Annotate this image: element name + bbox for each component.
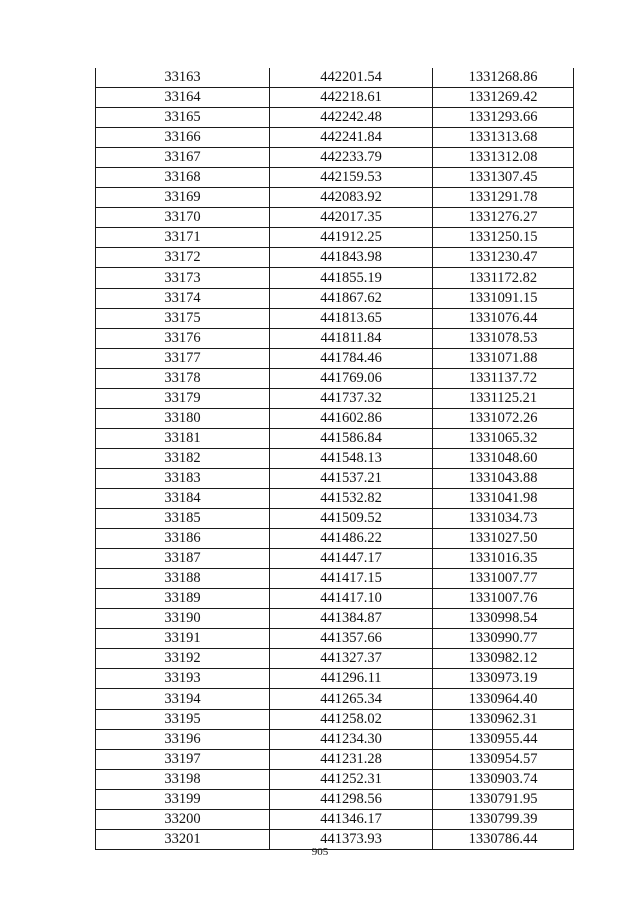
point-number-cell: 33177 [96, 348, 270, 368]
point-number-cell: 33171 [96, 228, 270, 248]
y-coordinate-cell: 1331065.32 [433, 428, 574, 448]
table-row [96, 468, 574, 488]
x-coordinate-cell: 441843.98 [270, 248, 433, 268]
table-row [96, 609, 574, 629]
point-number-cell: 33190 [96, 609, 270, 629]
table-row [96, 368, 574, 388]
y-coordinate-cell: 1331091.15 [433, 288, 574, 308]
y-coordinate-cell: 1331125.21 [433, 388, 574, 408]
table-row [96, 408, 574, 428]
y-coordinate-cell: 1331034.73 [433, 509, 574, 529]
table-row [96, 789, 574, 809]
point-number-cell: 33180 [96, 408, 270, 428]
x-coordinate-cell: 441417.10 [270, 589, 433, 609]
y-coordinate-cell: 1330990.77 [433, 629, 574, 649]
y-coordinate-cell: 1331312.08 [433, 148, 574, 168]
table-row [96, 669, 574, 689]
y-coordinate-cell: 1330791.95 [433, 789, 574, 809]
point-number-cell: 33165 [96, 108, 270, 128]
table-row [96, 809, 574, 829]
point-number-cell: 33193 [96, 669, 270, 689]
table-row [96, 208, 574, 228]
x-coordinate-cell: 441258.02 [270, 709, 433, 729]
y-coordinate-cell: 1331293.66 [433, 108, 574, 128]
x-coordinate-cell: 441602.86 [270, 408, 433, 428]
y-coordinate-cell: 1331291.78 [433, 188, 574, 208]
point-number-cell: 33166 [96, 128, 270, 148]
y-coordinate-cell: 1331016.35 [433, 549, 574, 569]
table-row [96, 428, 574, 448]
table-row [96, 509, 574, 529]
point-number-cell: 33181 [96, 428, 270, 448]
x-coordinate-cell: 441509.52 [270, 509, 433, 529]
x-coordinate-cell: 441811.84 [270, 328, 433, 348]
x-coordinate-cell: 441912.25 [270, 228, 433, 248]
point-number-cell: 33168 [96, 168, 270, 188]
x-coordinate-cell: 442233.79 [270, 148, 433, 168]
table-row [96, 549, 574, 569]
y-coordinate-cell: 1330973.19 [433, 669, 574, 689]
y-coordinate-cell: 1331276.27 [433, 208, 574, 228]
table-row [96, 228, 574, 248]
x-coordinate-cell: 441537.21 [270, 468, 433, 488]
point-number-cell: 33172 [96, 248, 270, 268]
x-coordinate-cell: 441813.65 [270, 308, 433, 328]
table-row [96, 749, 574, 769]
page-number: 905 [311, 846, 329, 858]
table-row [96, 348, 574, 368]
point-number-cell: 33179 [96, 388, 270, 408]
x-coordinate-cell: 441234.30 [270, 729, 433, 749]
x-coordinate-cell: 441384.87 [270, 609, 433, 629]
y-coordinate-cell: 1331268.86 [433, 68, 574, 88]
x-coordinate-cell: 441548.13 [270, 448, 433, 468]
table-row [96, 308, 574, 328]
x-coordinate-cell: 441265.34 [270, 689, 433, 709]
y-coordinate-cell: 1330982.12 [433, 649, 574, 669]
y-coordinate-cell: 1331269.42 [433, 88, 574, 108]
y-coordinate-cell: 1331071.88 [433, 348, 574, 368]
x-coordinate-cell: 441357.66 [270, 629, 433, 649]
x-coordinate-cell: 441252.31 [270, 769, 433, 789]
point-number-cell: 33187 [96, 549, 270, 569]
table-row [96, 328, 574, 348]
table-row [96, 769, 574, 789]
point-number-cell: 33163 [96, 68, 270, 88]
x-coordinate-cell: 442218.61 [270, 88, 433, 108]
point-number-cell: 33192 [96, 649, 270, 669]
table-row [96, 448, 574, 468]
x-coordinate-cell: 441784.46 [270, 348, 433, 368]
x-coordinate-cell: 441737.32 [270, 388, 433, 408]
point-number-cell: 33189 [96, 589, 270, 609]
table-row [96, 248, 574, 268]
point-number-cell: 33167 [96, 148, 270, 168]
table-row [96, 709, 574, 729]
y-coordinate-cell: 1331007.77 [433, 569, 574, 589]
y-coordinate-cell: 1331043.88 [433, 468, 574, 488]
point-number-cell: 33186 [96, 529, 270, 549]
table-row [96, 649, 574, 669]
x-coordinate-cell: 441532.82 [270, 488, 433, 508]
x-coordinate-cell: 441769.06 [270, 368, 433, 388]
table-row [96, 68, 574, 88]
x-coordinate-cell: 441296.11 [270, 669, 433, 689]
coordinate-table [95, 68, 574, 850]
x-coordinate-cell: 442017.35 [270, 208, 433, 228]
table-row [96, 729, 574, 749]
y-coordinate-cell: 1330954.57 [433, 749, 574, 769]
point-number-cell: 33184 [96, 488, 270, 508]
point-number-cell: 33188 [96, 569, 270, 589]
x-coordinate-cell: 441855.19 [270, 268, 433, 288]
point-number-cell: 33194 [96, 689, 270, 709]
y-coordinate-cell: 1331078.53 [433, 328, 574, 348]
point-number-cell: 33197 [96, 749, 270, 769]
y-coordinate-cell: 1331007.76 [433, 589, 574, 609]
y-coordinate-cell: 1331048.60 [433, 448, 574, 468]
y-coordinate-cell: 1330955.44 [433, 729, 574, 749]
y-coordinate-cell: 1331027.50 [433, 529, 574, 549]
table-row [96, 689, 574, 709]
y-coordinate-cell: 1331313.68 [433, 128, 574, 148]
table-row [96, 629, 574, 649]
point-number-cell: 33196 [96, 729, 270, 749]
x-coordinate-cell: 441586.84 [270, 428, 433, 448]
x-coordinate-cell: 441298.56 [270, 789, 433, 809]
point-number-cell: 33174 [96, 288, 270, 308]
point-number-cell: 33170 [96, 208, 270, 228]
x-coordinate-cell: 441231.28 [270, 749, 433, 769]
x-coordinate-cell: 441346.17 [270, 809, 433, 829]
table-row [96, 488, 574, 508]
point-number-cell: 33195 [96, 709, 270, 729]
y-coordinate-cell: 1331137.72 [433, 368, 574, 388]
point-number-cell: 33199 [96, 789, 270, 809]
x-coordinate-cell: 441447.17 [270, 549, 433, 569]
y-coordinate-cell: 1330786.44 [433, 829, 574, 849]
table-row [96, 268, 574, 288]
x-coordinate-cell: 441327.37 [270, 649, 433, 669]
table-row [96, 148, 574, 168]
y-coordinate-cell: 1330962.31 [433, 709, 574, 729]
y-coordinate-cell: 1331230.47 [433, 248, 574, 268]
table-row [96, 288, 574, 308]
table-row [96, 168, 574, 188]
point-number-cell: 33169 [96, 188, 270, 208]
x-coordinate-cell: 441867.62 [270, 288, 433, 308]
x-coordinate-cell: 441417.15 [270, 569, 433, 589]
table-row [96, 128, 574, 148]
table-row [96, 88, 574, 108]
table-row [96, 529, 574, 549]
point-number-cell: 33185 [96, 509, 270, 529]
y-coordinate-cell: 1331307.45 [433, 168, 574, 188]
table-row [96, 589, 574, 609]
x-coordinate-cell: 442241.84 [270, 128, 433, 148]
point-number-cell: 33200 [96, 809, 270, 829]
x-coordinate-cell: 441486.22 [270, 529, 433, 549]
y-coordinate-cell: 1330964.40 [433, 689, 574, 709]
y-coordinate-cell: 1331172.82 [433, 268, 574, 288]
point-number-cell: 33176 [96, 328, 270, 348]
point-number-cell: 33198 [96, 769, 270, 789]
point-number-cell: 33178 [96, 368, 270, 388]
point-number-cell: 33182 [96, 448, 270, 468]
point-number-cell: 33173 [96, 268, 270, 288]
x-coordinate-cell: 442242.48 [270, 108, 433, 128]
y-coordinate-cell: 1330799.39 [433, 809, 574, 829]
point-number-cell: 33201 [96, 829, 270, 849]
table-row [96, 388, 574, 408]
y-coordinate-cell: 1331076.44 [433, 308, 574, 328]
table-row [96, 108, 574, 128]
x-coordinate-cell: 442083.92 [270, 188, 433, 208]
y-coordinate-cell: 1331041.98 [433, 488, 574, 508]
x-coordinate-cell: 442159.53 [270, 168, 433, 188]
point-number-cell: 33175 [96, 308, 270, 328]
point-number-cell: 33191 [96, 629, 270, 649]
coordinate-table-body [96, 68, 574, 849]
y-coordinate-cell: 1331250.15 [433, 228, 574, 248]
table-row [96, 188, 574, 208]
point-number-cell: 33183 [96, 468, 270, 488]
y-coordinate-cell: 1330903.74 [433, 769, 574, 789]
y-coordinate-cell: 1330998.54 [433, 609, 574, 629]
x-coordinate-cell: 442201.54 [270, 68, 433, 88]
table-row [96, 569, 574, 589]
y-coordinate-cell: 1331072.26 [433, 408, 574, 428]
x-coordinate-cell: 441373.93 [270, 829, 433, 849]
point-number-cell: 33164 [96, 88, 270, 108]
